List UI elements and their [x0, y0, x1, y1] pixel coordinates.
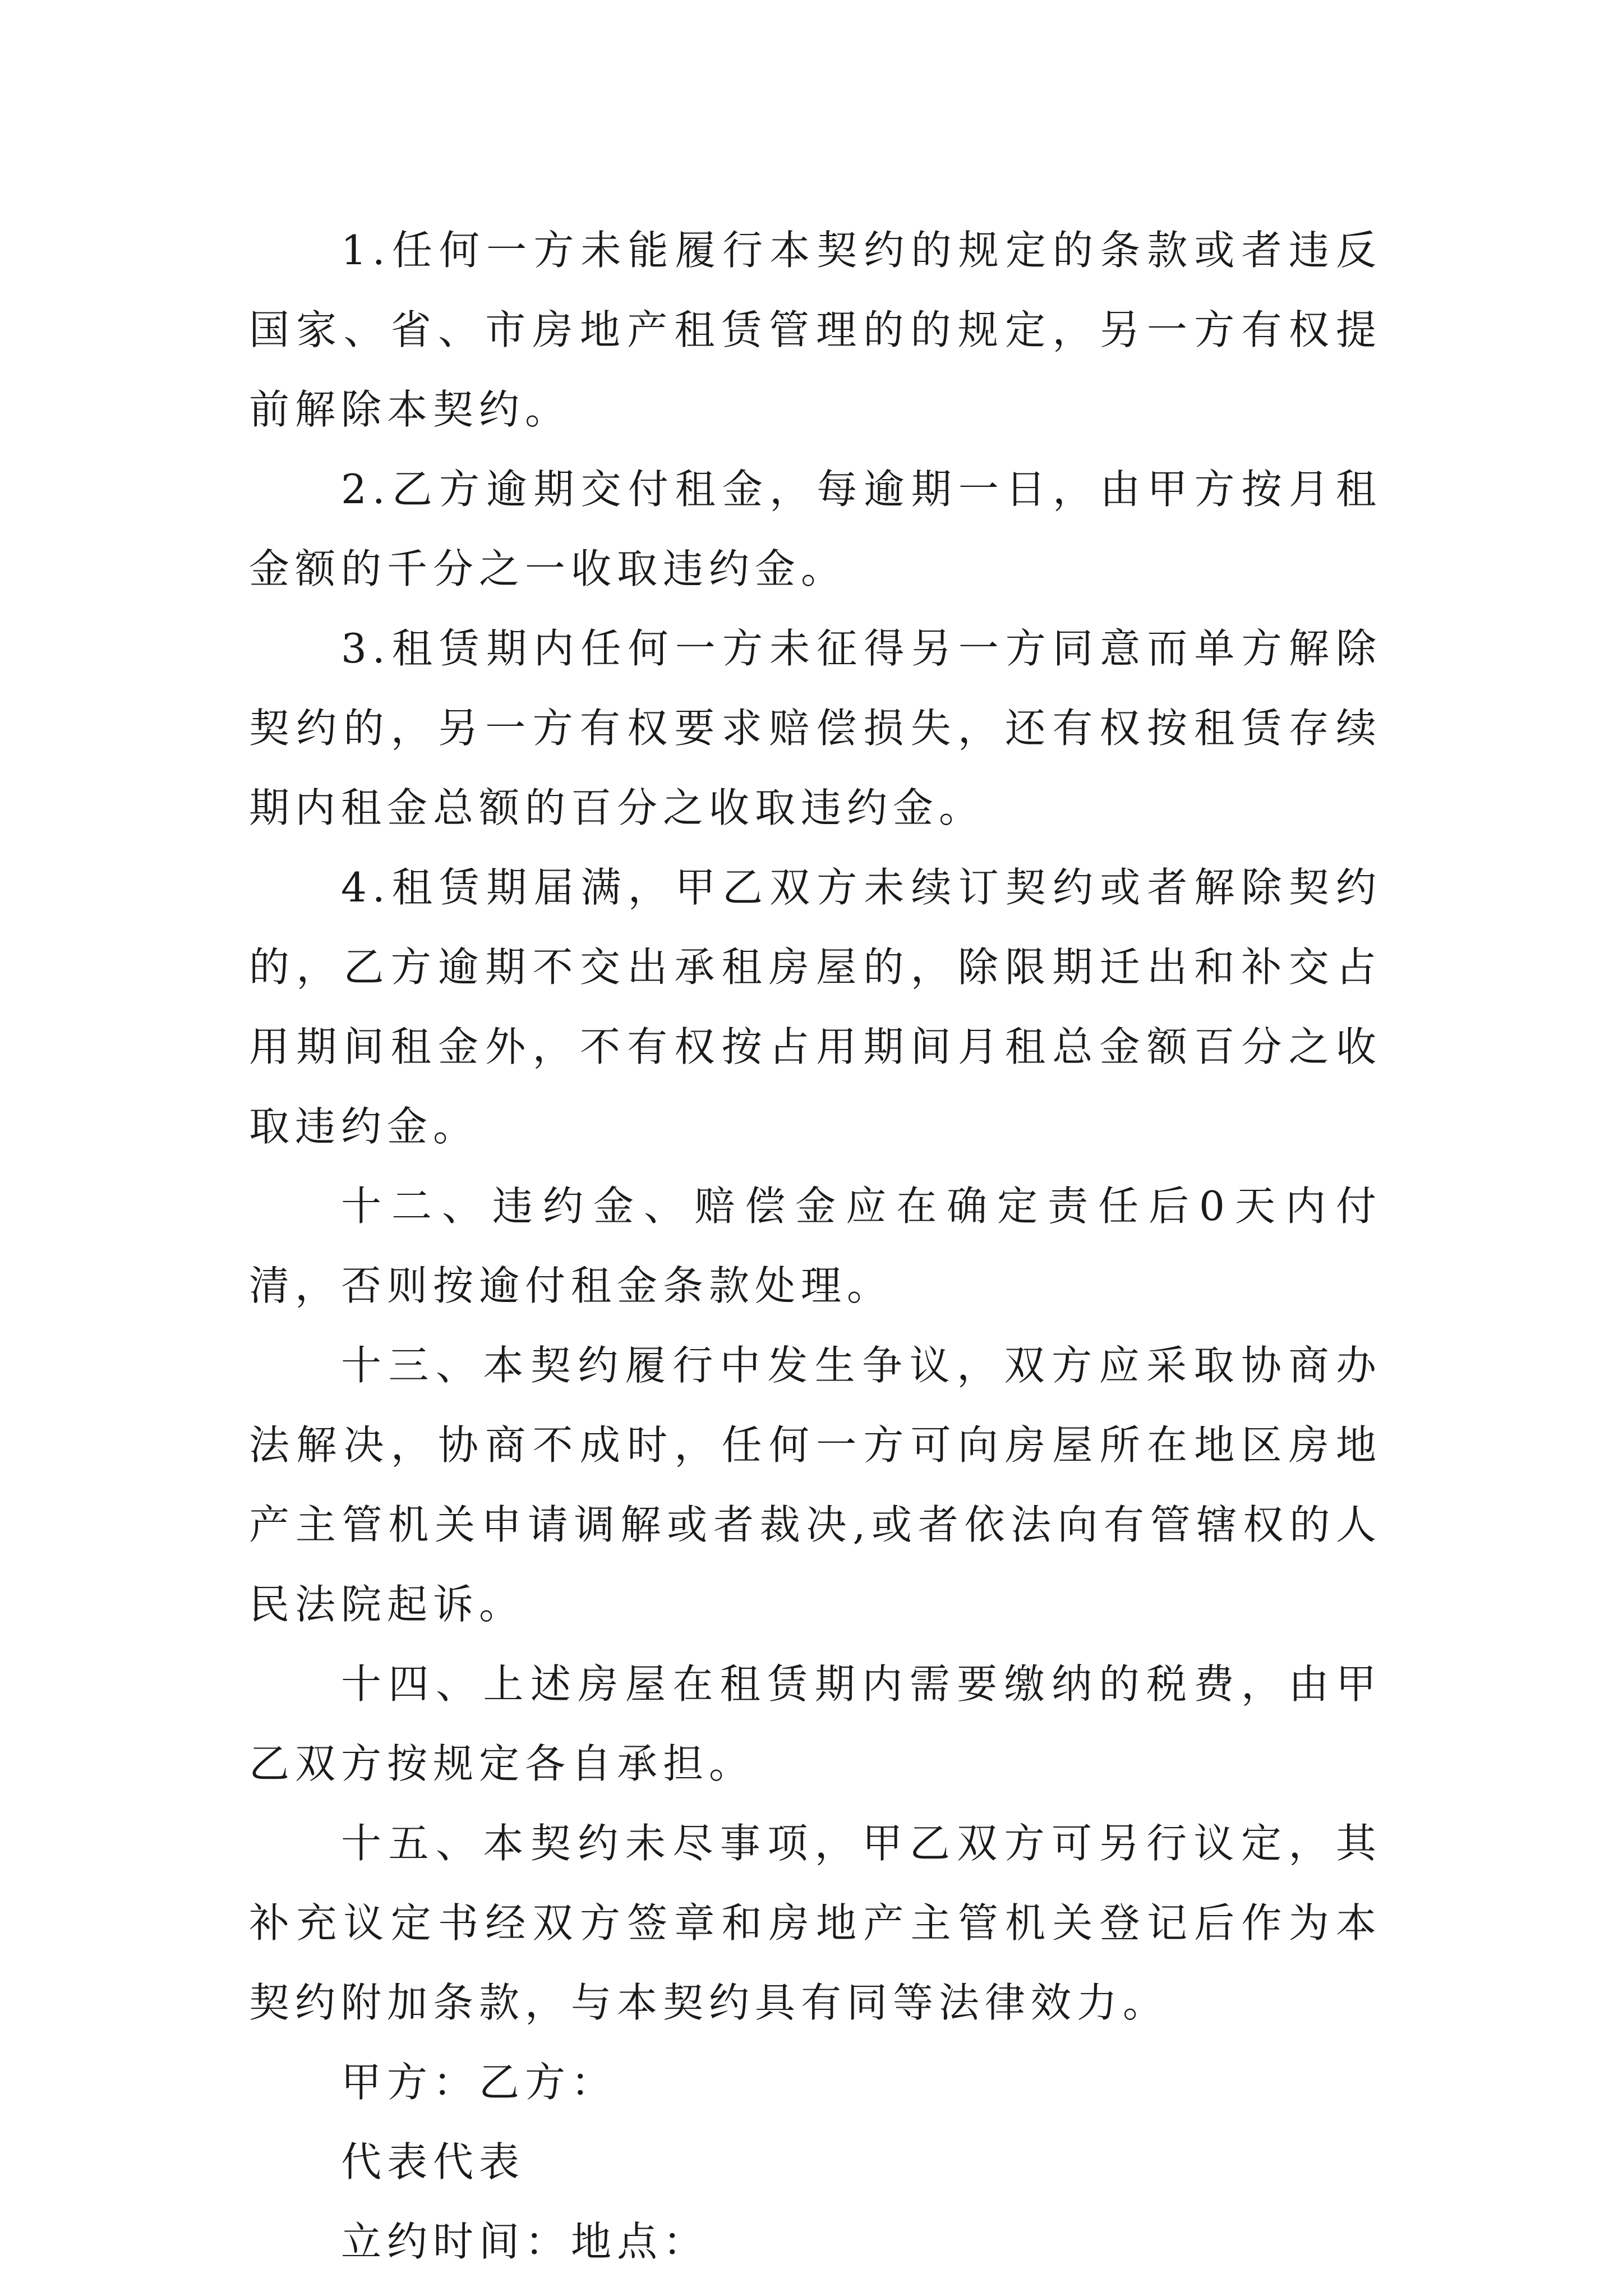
- clause-15: 十五、本契约未尽事项，甲乙双方可另行议定，其补充议定书经双方签章和房地产主管机关登记后作为本契约附加条款，与本契约具有同等法律效力。: [249, 1820, 1382, 2026]
- clause-2: 2.乙方逾期交付租金，每逾期一日，由甲方按月租金额的千分之一收取违约金。: [249, 466, 1382, 592]
- clause-14: 十四、上述房屋在租赁期内需要缴纳的税费，由甲乙双方按规定各自承担。: [249, 1660, 1382, 1787]
- clause-1: 1.任何一方未能履行本契约的规定的条款或者违反国家、省、市房地产租赁管理的的规定，另一方有权提前解除本契约。: [249, 227, 1382, 433]
- signature-representatives: 代表代表: [341, 2138, 525, 2185]
- clause-13: 十三、本契约履行中发生争议，双方应采取协商办法解决，协商不成时，任何一方可向房屋所在地区房地产主管机关申请调解或者裁决,或者依法向有管辖权的人民法院起诉。: [249, 1342, 1382, 1628]
- clause-3: 3.租赁期内任何一方未征得另一方同意而单方解除契约的，另一方有权要求赔偿损失，还有权按租赁存续期内租金总额的百分之收取违约金。: [249, 625, 1382, 831]
- clause-4: 4.租赁期届满，甲乙双方未续订契约或者解除契约的，乙方逾期不交出承租房屋的，除限期迁出和补交占用期间租金外，不有权按占用期间月租总金额百分之收取违约金。: [249, 864, 1382, 1150]
- clause-12: 十二、违约金、赔偿金应在确定责任后0天内付清，否则按逾付租金条款处理。: [249, 1182, 1382, 1309]
- document-body: [249, 210, 1382, 2281]
- signature-time-place: 立约时间：地点：: [341, 2218, 709, 2265]
- signature-parties: 甲方：乙方：: [341, 2059, 617, 2106]
